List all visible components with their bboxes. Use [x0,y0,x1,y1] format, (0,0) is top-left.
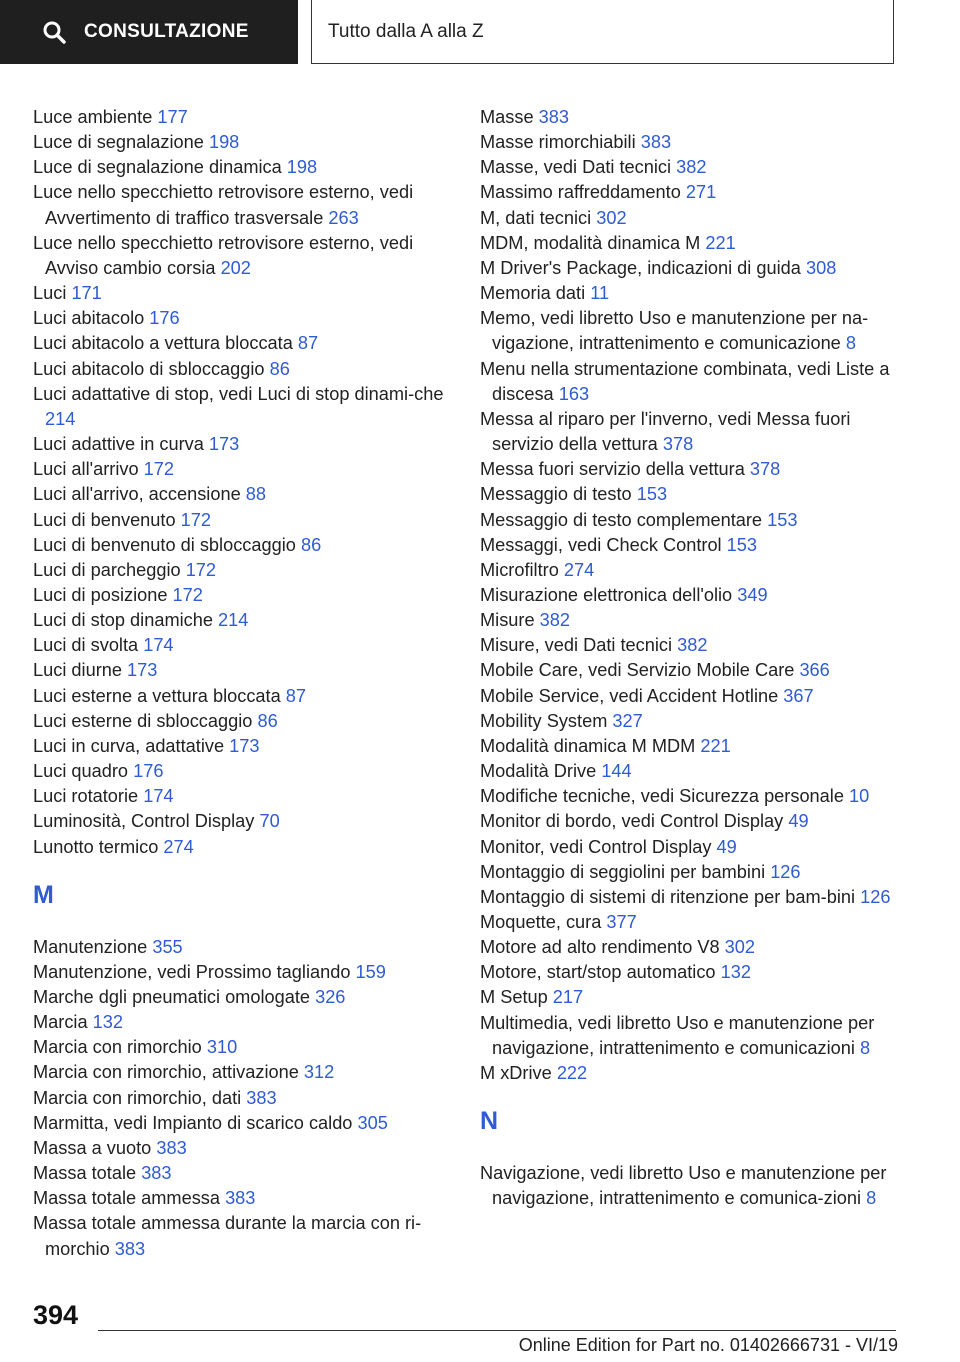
page-link[interactable]: 222 [556,1062,588,1083]
entry-text: Luci di stop dinamiche [33,610,213,631]
page-link[interactable]: 86 [257,710,278,731]
index-entry [480,231,910,256]
index-entry [33,231,453,281]
page-link[interactable]: 217 [552,987,584,1008]
entry-text: Luci rotatorie [33,786,139,807]
page-link[interactable]: 382 [677,635,708,656]
index-entry [480,130,910,155]
entry-text: Modalità dinamica M MDM [480,735,696,756]
page-link[interactable]: 305 [357,1112,388,1133]
entry-text: Moquette, cura [480,912,602,932]
index-entry [33,1060,453,1085]
entry-text: Luci adattative di stop, vedi Luci di stop dinami-che [33,383,444,404]
chapter-title [311,0,894,64]
entry-text: Montaggio di seggiolini per bambini [480,861,766,882]
entry-text: Messaggio di testo complementare [480,509,763,530]
index-entry [33,658,453,683]
index-entry [480,357,910,407]
page-link[interactable]: 174 [143,786,174,807]
entry-text: Luce di segnalazione [33,132,204,153]
page-link[interactable]: 383 [225,1188,256,1209]
entry-text: Marcia con rimorchio [33,1037,202,1058]
page-link[interactable]: 349 [737,584,768,605]
index-entry [33,608,453,633]
page-link[interactable]: 172 [180,509,212,530]
index-entry [33,155,453,180]
page-link[interactable]: 214 [45,408,76,429]
entry-text: Lunotto termico [33,836,159,857]
entry-text: Luci esterne a vettura bloccata [33,685,281,706]
entry-text: Luci abitacolo a vettura bloccata [33,333,293,354]
index-entry [33,960,453,985]
page-link[interactable]: 88 [245,484,266,505]
index-entry [33,759,453,784]
entry-text: Memoria dati [480,283,586,304]
entry-text: Manutenzione, vedi Prossimo tagliando [33,961,351,982]
entry-text: Motore, start/stop automatico [480,962,716,983]
section-letter: N [480,1107,499,1136]
index-entry [480,281,910,306]
index-entry [480,658,910,683]
entry-text: Luce nello specchietto retrovisore esterno, vedi Avviso cambio corsia [33,232,414,278]
search-icon [42,20,66,44]
index-entry [33,357,453,382]
index-entry [33,508,453,533]
page-link[interactable]: 202 [220,257,251,278]
entry-text: Luci in curva, adattative [33,735,225,756]
page-link[interactable]: 11 [590,283,610,304]
entry-text: Memo, vedi libretto Uso e manutenzione per na-vigazione, intrattenimento e comunicazione [480,308,869,354]
page-link[interactable]: 302 [596,207,627,228]
entry-text: Luminosità, Control Display [33,811,255,832]
page-link[interactable]: 367 [783,685,814,706]
consultazione-tab[interactable] [0,0,298,64]
entry-text: Luci di benvenuto di sbloccaggio [33,534,296,555]
entry-text: Luci di svolta [33,635,139,656]
page-link[interactable]: 378 [662,434,694,455]
entry-text: Motore ad alto rendimento V8 [480,937,720,958]
entry-text: Luci adattive in curva [33,434,204,455]
index-entry [480,835,910,860]
page-link[interactable]: 383 [640,132,672,153]
index-entry [33,558,453,583]
index-entry [33,432,453,457]
entry-text: Monitor di bordo, vedi Control Display [480,811,784,832]
page-link[interactable]: 173 [127,660,158,681]
index-entry [480,1061,910,1086]
index-entry [480,985,910,1010]
entry-text: Masse [480,107,534,127]
index-entry [480,457,910,482]
entry-text: Luci abitacolo [33,308,145,329]
entry-text: Marcia con rimorchio, dati [33,1087,242,1108]
index-entry [33,583,453,608]
index-entry [33,306,453,331]
page-link[interactable]: 8 [845,333,856,354]
entry-text: Luce ambiente [33,107,153,127]
index-entry [33,482,453,507]
index-entry [480,105,910,130]
page-link[interactable]: 355 [152,936,183,957]
entry-text: Modalità Drive [480,761,597,782]
entry-text: Luci di benvenuto [33,509,176,530]
index-entry [480,407,910,457]
index-entry [480,558,910,583]
index-entry [480,482,910,507]
index-entry [480,784,910,809]
entry-text: Massa totale [33,1163,137,1184]
entry-text: Luce nello specchietto retrovisore esterno, vedi Avvertimento di traffico trasversale [33,182,414,228]
entry-text: Masse, vedi Dati tecnici [480,157,672,178]
page-link[interactable]: 173 [208,434,240,455]
index-entry [33,130,453,155]
index-entry [33,331,453,356]
page-link[interactable]: 382 [676,157,707,178]
page-link[interactable]: 171 [71,283,102,304]
page-link[interactable]: 87 [297,333,319,354]
index-entry [33,935,453,960]
entry-text: Mobile Care, vedi Servizio Mobile Care [480,660,795,681]
chapter-title-text: Tutto dalla A alla Z [328,20,484,42]
page-link[interactable]: 153 [726,534,758,555]
section-letter: M [33,880,54,909]
index-entry [33,1211,453,1261]
page-link[interactable]: 176 [149,308,180,329]
index-entry [480,709,910,734]
index-entry [33,457,453,482]
page-link[interactable]: 221 [700,735,731,756]
index-entry [480,734,910,759]
index-entry [33,684,453,709]
entry-text: Monitor, vedi Control Display [480,836,712,857]
index-column-left [33,105,453,1262]
entry-text: Luci all'arrivo [33,459,139,480]
page-link[interactable]: 378 [749,459,781,480]
index-entry [480,306,910,356]
entry-text: M Driver's Package, indicazioni di guida [480,257,801,278]
page-link[interactable]: 159 [355,961,386,982]
page-link[interactable]: 126 [860,886,891,907]
page-link[interactable]: 177 [157,107,188,127]
index-entry [480,885,910,910]
entry-text: Misurazione elettronica dell'olio [480,584,733,605]
entry-text: Massimo raffreddamento [480,182,681,203]
entry-text: Luci diurne [33,660,122,681]
entry-text: Messaggi, vedi Check Control [480,534,722,555]
entry-text: M Setup [480,987,548,1008]
entry-text: Navigazione, vedi libretto Uso e manutenzione per navigazione, intrattenimento e comunica-zioni [480,1163,887,1209]
index-entry [33,835,453,860]
index-entry [33,1186,453,1211]
page-link[interactable]: 383 [141,1163,172,1184]
entry-text: Multimedia, vedi libretto Uso e manutenzione per navigazione, intrattenimento e comunicazioni [480,1012,875,1058]
entry-text: Misure, vedi Dati tecnici [480,635,673,656]
entry-text: M, dati tecnici [480,207,592,228]
page-link[interactable]: 87 [285,685,306,706]
index-entry [33,382,453,432]
page-link[interactable]: 214 [218,610,249,631]
entry-text: Mobile Service, vedi Accident Hotline [480,685,779,706]
page-link[interactable]: 382 [539,610,570,631]
entry-text: Luci esterne di sbloccaggio [33,710,253,731]
entry-text: Luci di posizione [33,584,168,605]
page-link[interactable]: 176 [133,761,164,782]
entry-text: Luce di segnalazione dinamica [33,157,282,178]
entry-text: Messa fuori servizio della vettura [480,459,745,480]
page-link[interactable]: 271 [685,182,717,203]
index-entry [33,1010,453,1035]
index-entry [33,180,453,230]
index-entry [33,709,453,734]
page-link[interactable]: 174 [143,635,174,656]
entry-text: Marcia con rimorchio, attivazione [33,1062,299,1083]
page-link[interactable]: 198 [208,132,240,153]
index-entry [33,985,453,1010]
entry-text: Messa al riparo per l'inverno, vedi Messa fuori servizio della vettura [480,408,851,455]
entry-text: Luci all'arrivo, accensione [33,484,241,505]
index-entry [480,1161,910,1211]
entry-text: Microfiltro [480,559,559,580]
index-entry [33,633,453,658]
page-link[interactable]: 126 [770,861,801,882]
page-link[interactable]: 308 [805,257,837,278]
entry-text: Luci abitacolo di sbloccaggio [33,358,265,379]
entry-text: M xDrive [480,1062,552,1083]
page-link[interactable]: 153 [636,484,668,505]
entry-text: Mobility System [480,710,608,731]
tab-label: CONSULTAZIONE [84,21,249,42]
entry-text: Marmitta, vedi Impianto di scarico caldo [33,1112,353,1133]
page-link[interactable]: 383 [246,1087,277,1108]
index-entry [33,1136,453,1161]
page-link[interactable]: 8 [860,1037,871,1058]
page-link[interactable]: 132 [92,1012,123,1033]
page-number: 394 [33,1300,79,1330]
page-link[interactable]: 144 [601,761,632,782]
footer-divider [98,1330,896,1331]
index-entry [480,809,910,834]
page-link[interactable]: 49 [788,811,809,832]
page-link[interactable]: 8 [866,1188,877,1209]
index-entry [33,1086,453,1111]
entry-text: Menu nella strumentazione combinata, vedi Liste a discesa [480,358,890,404]
page-link[interactable]: 274 [163,836,194,857]
index-entry [480,608,910,633]
index-entry [480,759,910,784]
index-entry [480,206,910,231]
page-link[interactable]: 221 [705,232,736,253]
page-link[interactable]: 312 [303,1062,335,1083]
page-link[interactable]: 10 [849,786,870,807]
entry-text: Marcia [33,1012,88,1033]
index-entry [480,583,910,608]
entry-text: Masse rimorchiabili [480,132,636,153]
page-link[interactable]: 366 [799,660,830,681]
entry-text: Massa totale ammessa [33,1188,220,1209]
entry-text: Luci quadro [33,761,129,782]
page-link[interactable]: 302 [724,937,756,958]
index-entry [33,809,453,834]
edition-note: Online Edition for Part no. 01402666731 - VI/19 [518,1335,898,1355]
page-link[interactable]: 86 [269,358,290,379]
entry-text: Massa totale ammessa durante la marcia con ri-morchio [33,1213,422,1259]
index-entry [480,508,910,533]
index-entry [480,910,910,935]
index-entry [480,860,910,885]
entry-text: Modifiche tecniche, vedi Sicurezza personale [480,786,844,807]
page-link[interactable]: 263 [328,207,359,228]
entry-text: Messaggio di testo [480,484,632,505]
index-entry [480,935,910,960]
index-entry [480,533,910,558]
page-link[interactable]: 172 [172,584,203,605]
entry-text: Luci di parcheggio [33,559,181,580]
page-link[interactable]: 377 [606,912,637,932]
page-link[interactable]: 86 [300,534,322,555]
entry-text: Massa a vuoto [33,1137,152,1158]
index-entry [480,684,910,709]
page-link[interactable]: 172 [143,459,174,480]
index-entry [33,105,453,130]
index-entry [480,960,910,985]
index-entry [33,1035,453,1060]
page-link[interactable]: 70 [259,811,280,832]
page-link[interactable]: 326 [315,987,346,1007]
page-link[interactable]: 163 [558,383,590,404]
index-entry [33,1161,453,1186]
page-link[interactable]: 132 [720,962,751,983]
index-entry [480,256,910,281]
page-link[interactable]: 49 [716,836,737,857]
index-entry [33,1111,453,1136]
entry-text: Montaggio di sistemi di ritenzione per bam-bini [480,886,856,907]
page-link[interactable]: 172 [185,559,217,580]
entry-text: MDM, modalità dinamica M [480,232,701,253]
page-link[interactable]: 274 [563,559,595,580]
entry-text: Manutenzione [33,936,148,957]
entry-text: Misure [480,610,535,631]
page-link[interactable]: 327 [612,710,643,731]
index-entry [480,155,910,180]
index-entry [33,784,453,809]
page-header [0,0,960,66]
entry-text: Marche dgli pneumatici omologate [33,987,311,1007]
page-link[interactable]: 310 [206,1037,238,1058]
entry-text: Luci [33,283,67,304]
index-entry [33,533,453,558]
index-entry [480,633,910,658]
index-column-right [480,105,910,1211]
page-link[interactable]: 153 [767,509,798,530]
index-entry [480,1011,910,1061]
page-link[interactable]: 383 [156,1137,187,1158]
page-link[interactable]: 383 [538,107,569,127]
page-link[interactable]: 383 [114,1238,146,1259]
index-entry [480,180,910,205]
page-link[interactable]: 198 [286,157,318,178]
index-entry [33,281,453,306]
index-entry [33,734,453,759]
page-link[interactable]: 173 [229,735,260,756]
